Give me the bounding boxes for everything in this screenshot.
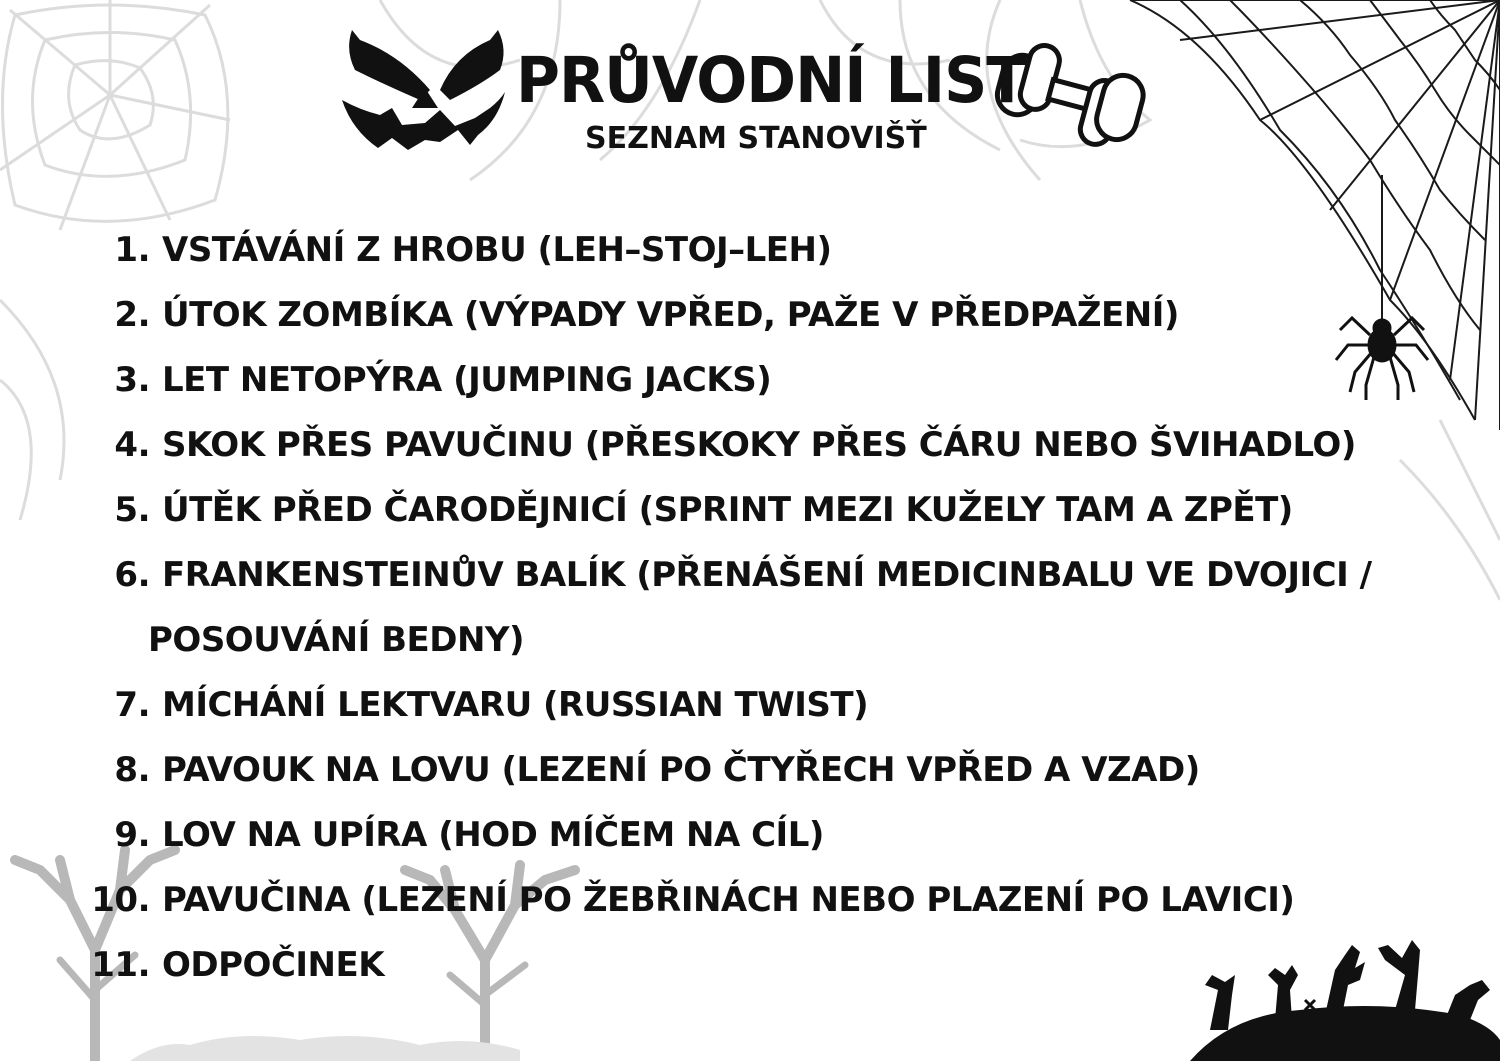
station-text: FRANKENSTEINŮV BALÍK (PŘENÁŠENÍ MEDICINBALU VE DVOJICI /: [162, 555, 1372, 595]
station-number: 2.: [114, 295, 150, 335]
station-number: 8.: [114, 750, 150, 790]
station-text-continuation: POSOUVÁNÍ BEDNY): [148, 620, 525, 660]
station-text: SKOK PŘES PAVUČINU (PŘESKOKY PŘES ČÁRU NEBO ŠVIHADLO): [162, 425, 1356, 465]
station-text: ODPOČINEK: [162, 945, 385, 985]
station-number: 1.: [114, 230, 150, 270]
station-text: LET NETOPÝRA (JUMPING JACKS): [162, 360, 772, 400]
station-number: 7.: [114, 685, 150, 725]
station-number: 11.: [91, 945, 150, 985]
station-number: 6.: [114, 555, 150, 595]
station-number: 10.: [91, 880, 150, 920]
page-title: PRŮVODNÍ LIST: [516, 44, 1027, 118]
station-text: ÚTOK ZOMBÍKA (VÝPADY VPŘED, PAŽE V PŘEDPAŽENÍ): [162, 295, 1179, 335]
station-text: PAVUČINA (LEZENÍ PO ŽEBŘINÁCH NEBO PLAZENÍ PO LAVICI): [162, 880, 1295, 920]
station-text: PAVOUK NA LOVU (LEZENÍ PO ČTYŘECH VPŘED A VZAD): [162, 750, 1200, 790]
station-text: LOV NA UPÍRA (HOD MÍČEM NA CÍL): [162, 815, 824, 855]
station-text: VSTÁVÁNÍ Z HROBU (LEH–STOJ–LEH): [162, 230, 832, 270]
station-number: 4.: [114, 425, 150, 465]
station-number: 9.: [114, 815, 150, 855]
station-text: MÍCHÁNÍ LEKTVARU (RUSSIAN TWIST): [162, 685, 869, 725]
station-number: 3.: [114, 360, 150, 400]
station-number: 5.: [114, 490, 150, 530]
page-subtitle: SEZNAM STANOVIŠŤ: [585, 121, 927, 156]
station-text: ÚTĚK PŘED ČARODĚJNICÍ (SPRINT MEZI KUŽELY TAM A ZPĚT): [162, 490, 1293, 530]
